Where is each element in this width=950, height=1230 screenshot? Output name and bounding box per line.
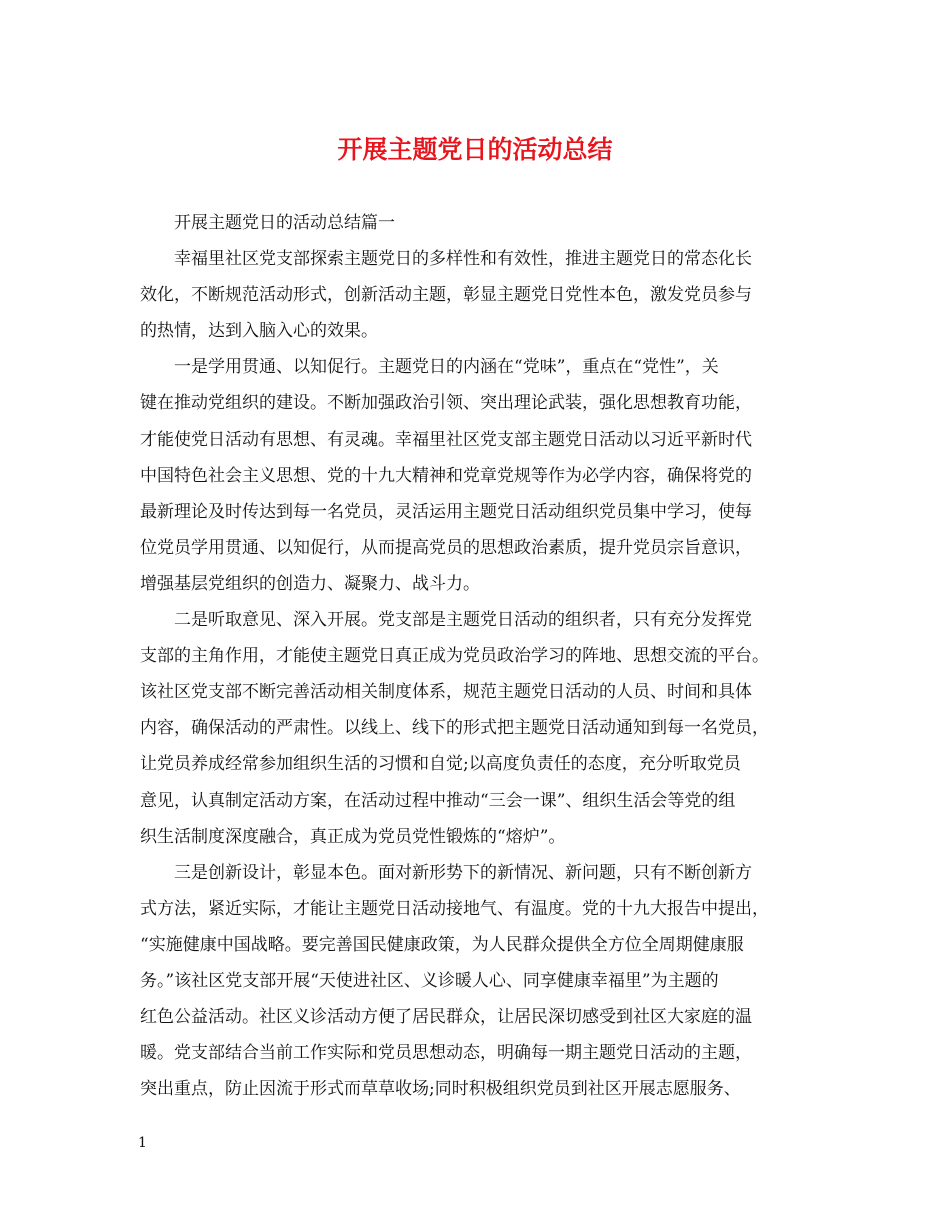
text-line: 支部的主角作用，才能使主题党日真正成为党员政治学习的阵地、思想交流的平台。 bbox=[140, 646, 769, 667]
text-line: 务。”该社区党支部开展“天使进社区、义诊暖人心、同享健康幸福里”为主题的 bbox=[140, 970, 719, 991]
text-line: 中国特色社会主义思想、党的十九大精神和党章党规等作为必学内容，确保将党的 bbox=[140, 465, 752, 486]
text-line: 的热情，达到入脑入心的效果。 bbox=[140, 321, 378, 342]
text-line: 三是创新设计，彰显本色。面对新形势下的新情况、新问题，只有不断创新方 bbox=[174, 862, 752, 883]
text-line: 增强基层党组织的创造力、凝聚力、战斗力。 bbox=[140, 573, 480, 594]
paragraph-point-one bbox=[140, 349, 816, 602]
paragraph-point-three bbox=[140, 855, 816, 1108]
text-line: “实施健康中国战略。要完善国民健康政策，为人民群众提供全方位全周期健康服 bbox=[140, 934, 744, 955]
text-line: 红色公益活动。社区义诊活动方便了居民群众，让居民深切感受到社区大家庭的温 bbox=[140, 1007, 752, 1028]
text-line: 内容，确保活动的严肃性。以线上、线下的形式把主题党日活动通知到每一名党员， bbox=[140, 718, 769, 739]
text-line: 一是学用贯通、以知促行。主题党日的内涵在“党味”，重点在“党性”，关 bbox=[174, 357, 719, 378]
page-title: 开展主题党日的活动总结 bbox=[337, 135, 613, 164]
text-line: 开展主题党日的活动总结篇一 bbox=[174, 213, 395, 233]
text-line: 暖。党支部结合当前工作实际和党员思想动态，明确每一期主题党日活动的主题， bbox=[140, 1043, 752, 1064]
text-line: 位党员学用贯通、以知促行，从而提高党员的思想政治素质，提升党员宗旨意识， bbox=[140, 537, 752, 558]
text-line: 织生活制度深度融合，真正成为党员党性锻炼的“熔炉”。 bbox=[140, 826, 566, 847]
text-line: 让党员养成经常参加组织生活的习惯和自觉;以高度负责任的态度，充分听取党员 bbox=[140, 754, 741, 775]
page-number: 1 bbox=[138, 1135, 147, 1151]
document-body bbox=[140, 205, 816, 1107]
paragraph-point-two bbox=[140, 602, 816, 855]
text-line: 才能使党日活动有思想、有灵魂。幸福里社区党支部主题党日活动以习近平新时代 bbox=[140, 429, 752, 450]
text-line: 二是听取意见、深入开展。党支部是主题党日活动的组织者，只有充分发挥党 bbox=[174, 610, 752, 631]
text-line: 意见，认真制定活动方案，在活动过程中推动“三会一课”、组织生活会等党的组 bbox=[140, 790, 736, 811]
section-heading bbox=[140, 205, 816, 241]
text-line: 效化，不断规范活动形式，创新活动主题，彰显主题党日党性本色，激发党员参与 bbox=[140, 285, 752, 306]
text-line: 最新理论及时传达到每一名党员，灵活运用主题党日活动组织党员集中学习，使每 bbox=[140, 501, 752, 522]
text-line: 该社区党支部不断完善活动相关制度体系，规范主题党日活动的人员、时间和具体 bbox=[140, 682, 752, 703]
text-line: 突出重点，防止因流于形式而草草收场;同时积极组织党员到社区开展志愿服务、 bbox=[140, 1079, 741, 1100]
text-line: 幸福里社区党支部探索主题党日的多样性和有效性，推进主题党日的常态化长 bbox=[174, 249, 752, 270]
text-line: 键在推动党组织的建设。不断加强政治引领、突出理论武装，强化思想教育功能， bbox=[140, 393, 752, 414]
text-line: 式方法，紧近实际，才能让主题党日活动接地气、有温度。党的十九大报告中提出， bbox=[140, 898, 769, 919]
paragraph-intro bbox=[140, 241, 816, 349]
